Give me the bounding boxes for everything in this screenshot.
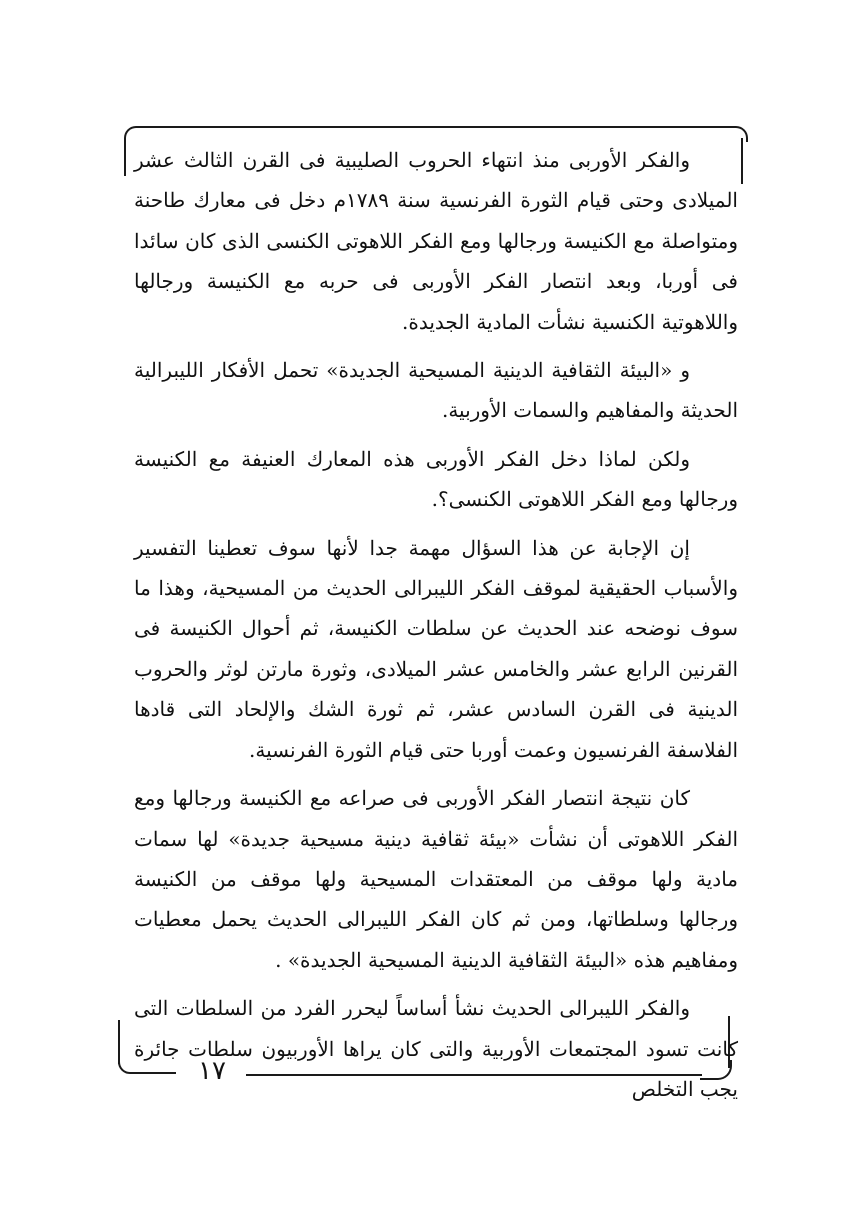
paragraph-2: و «البيئة الثقافية الدينية المسيحية الجديدة» تحمل الأفكار الليبرالية الحديثة والمفاهيم والسمات الأوربية. bbox=[134, 358, 738, 423]
paragraph-6: والفكر الليبرالى الحديث نشأ أساساً ليحرر الفرد من السلطات التى كانت تسود المجتمعات الأوربية والتى كان يراها الأوربيون سلطات جائرة يجب التخلص bbox=[134, 996, 738, 1101]
frame-bottom-left-border bbox=[118, 1020, 120, 1064]
page-number: ١٧ bbox=[198, 1056, 226, 1086]
paragraph-3: ولكن لماذا دخل الفكر الأوربى هذه المعارك العنيفة مع الكنيسة ورجالها ومع الفكر اللاهوتى الكنسى؟. bbox=[134, 446, 738, 512]
frame-top-right-border bbox=[741, 138, 743, 184]
paragraph-1: والفكر الأوربى منذ انتهاء الحروب الصليبية فى القرن الثالث عشر الميلادى وحتى قيام الثورة الفرنسية سنة ١٧٨٩م دخل فى معارك طاحنة ومتواصلة مع الكنيسة ورجالها ومع الفكر اللاهوتى الكنسى الذى كان سائدا فى أوربا، وبعد انتصار الفكر الأوربى فى حربه مع الكنيسة ورجالها واللاهوتية الكنسية نشأت المادية الجديدة. bbox=[134, 148, 738, 334]
paragraph-4: إن الإجابة عن هذا السؤال مهمة جدا لأنها سوف تعطينا التفسير والأسباب الحقيقية لموقف الفكر الليبرالى الحديث من المسيحية، وهذا ما سوف نوضحه عند الحديث عن سلطات الكنيسة، ثم أحوال الكنيسة فى القرنين الرابع عشر والخامس عشر الميلادى، وثورة مارتن لوثر والحروب الدينية فى القرن السادس عشر، ثم ثورة الشك والإلحاد التى قادها الفلاسفة الفرنسيون وعمت أوربا حتى قيام الثورة الفرنسية. bbox=[134, 535, 738, 762]
paragraph-5: كان نتيجة انتصار الفكر الأوربى فى صراعه مع الكنيسة ورجالها ومع الفكر اللاهوتى أن نشأت «بيئة ثقافية دينية مسيحية جديدة» لها سمات مادية ولها موقف من المعتقدات المسيحية ولها موقف من الكنيسة ورجالها وسلطاتها، ومن ثم كان الفكر الليبرالى الحديث يحمل معطيات ومفاهيم هذه «البيئة الثقافية الدينية المسيحية الجديدة» . bbox=[134, 786, 738, 972]
page-body-text bbox=[134, 140, 738, 1109]
frame-top-left-border bbox=[124, 138, 126, 176]
